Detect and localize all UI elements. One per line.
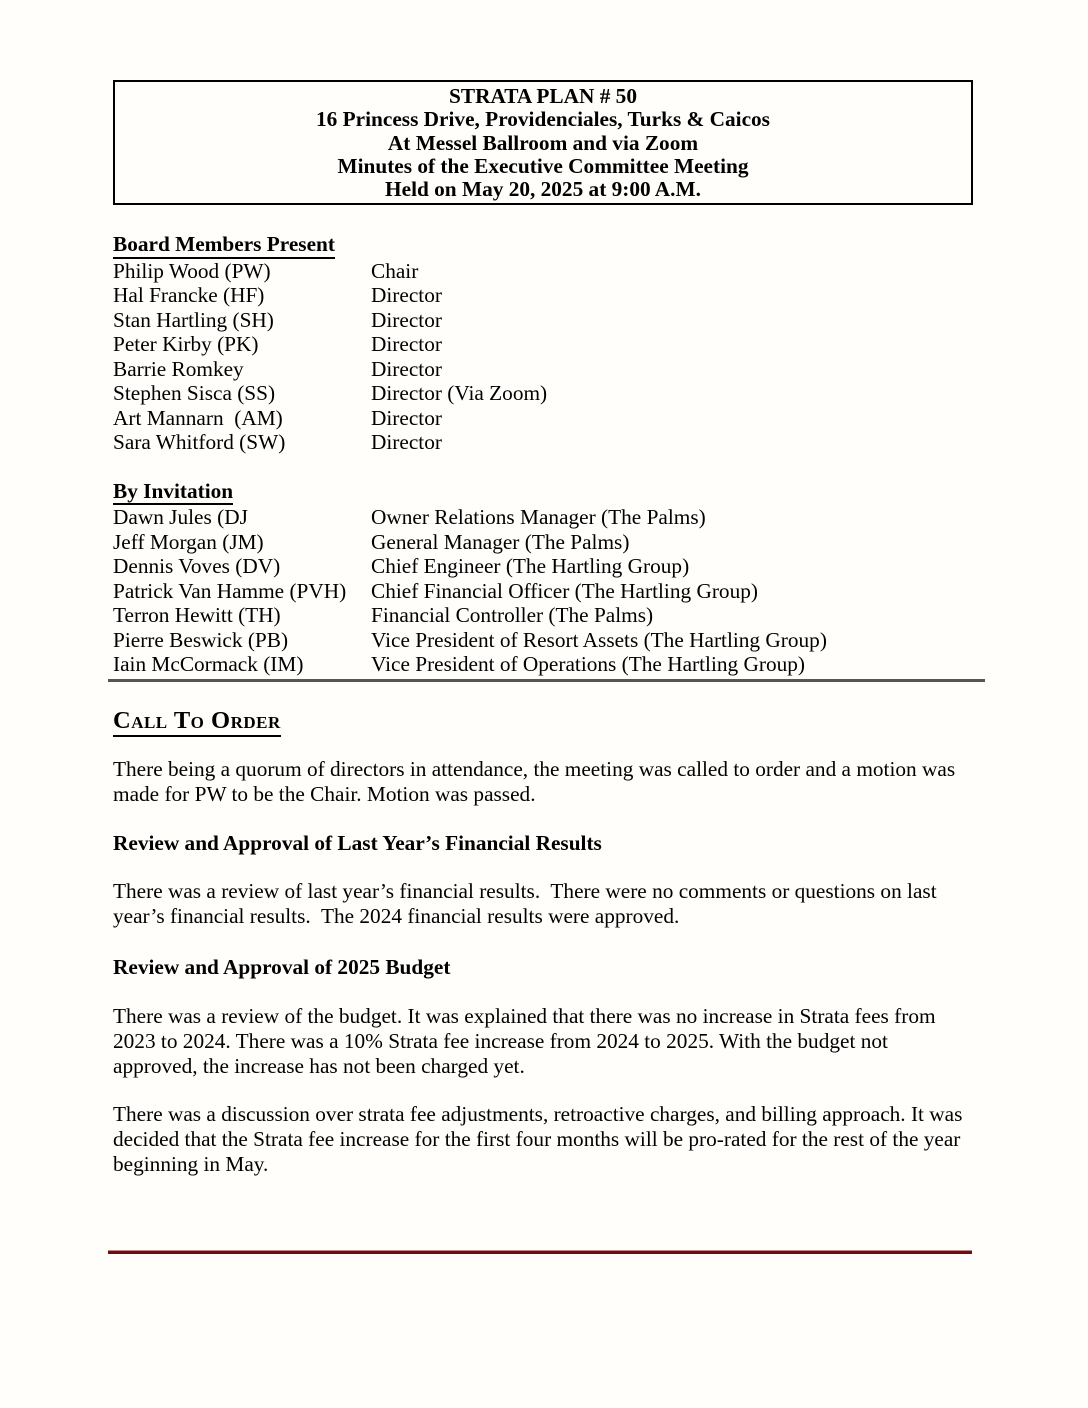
section-heading-financial-results: Review and Approval of Last Year’s Financial Results	[113, 830, 602, 855]
member-role: Director	[371, 405, 442, 430]
invitee-role: Chief Financial Officer (The Hartling Group)	[371, 578, 758, 603]
section-divider-line	[108, 679, 985, 682]
page-content	[113, 80, 973, 1177]
invitee-name: Iain McCormack (IM)	[113, 652, 304, 677]
member-name: Philip Wood (PW)	[113, 258, 271, 283]
invitee-row	[113, 652, 973, 677]
member-name: Barrie Romkey	[113, 356, 244, 381]
member-role: Chair	[371, 258, 419, 283]
by-invitation-heading	[113, 479, 973, 506]
member-role: Director	[371, 430, 442, 455]
section-paragraph: There was a review of last year’s financial results. There were no comments or questions on last year’s financial results. The 2024 financial results were approved.	[113, 878, 942, 928]
invitee-name: Terron Hewitt (TH)	[113, 603, 281, 628]
board-member-row	[113, 259, 973, 284]
board-members-list	[113, 259, 973, 455]
section-heading-2025-budget: Review and Approval of 2025 Budget	[113, 954, 451, 979]
opening-paragraph: There being a quorum of directors in attendance, the meeting was called to order and a motion was made for PW to be the Chair. Motion was passed.	[113, 756, 961, 806]
board-members-heading-text: Board Members Present	[113, 232, 335, 259]
invitee-role: General Manager (The Palms)	[371, 529, 630, 554]
invitee-row	[113, 530, 973, 555]
header-line-plan-title: STRATA PLAN # 50	[449, 84, 637, 108]
call-to-order-heading-text: Call To Order	[113, 708, 281, 737]
board-member-row	[113, 332, 973, 357]
board-member-row	[113, 381, 973, 406]
board-member-row	[113, 357, 973, 382]
member-name: Peter Kirby (PK)	[113, 332, 259, 357]
invitee-name: Dennis Voves (DV)	[113, 554, 281, 579]
invitee-row	[113, 554, 973, 579]
footer-rule	[108, 1250, 972, 1254]
board-members-heading	[113, 232, 973, 259]
member-name: Sara Whitford (SW)	[113, 430, 286, 455]
member-role: Director	[371, 332, 442, 357]
member-role: Director	[371, 283, 442, 308]
document-header-box	[113, 80, 973, 205]
header-line-location: At Messel Ballroom and via Zoom	[387, 130, 699, 155]
invitee-name: Patrick Van Hamme (PVH)	[113, 578, 347, 603]
invitee-name: Pierre Beswick (PB)	[113, 627, 289, 652]
board-member-row	[113, 430, 973, 455]
invitee-name: Dawn Jules (DJ	[113, 505, 248, 530]
member-name: Art Mannarn (AM)	[113, 405, 283, 430]
by-invitation-heading-text: By Invitation	[113, 479, 233, 506]
member-role: Director	[371, 356, 442, 381]
invitee-row	[113, 579, 973, 604]
call-to-order-heading	[113, 708, 973, 737]
invitee-role: Vice President of Operations (The Hartling Group)	[371, 652, 805, 677]
section-paragraph: There was a discussion over strata fee adjustments, retroactive charges, and billing approach. It was decided that the Strata fee increase for the first four months will be pro-rated for the rest of the year beginning in May.	[113, 1101, 968, 1176]
invitee-name: Jeff Morgan (JM)	[113, 529, 264, 554]
member-name: Stephen Sisca (SS)	[113, 381, 276, 406]
invitee-role: Financial Controller (The Palms)	[371, 603, 654, 628]
header-line-date-time: Held on May 20, 2025 at 9:00 A.M.	[385, 177, 701, 202]
header-line-address: 16 Princess Drive, Providenciales, Turks & Caicos	[316, 107, 770, 132]
section-paragraph: There was a review of the budget. It was explained that there was no increase in Strata fees from 2023 to 2024. There was a 10% Strata fee increase from 2024 to 2025. With the budget not approved, the increase has not been charged yet.	[113, 1003, 941, 1078]
invitee-role: Vice President of Resort Assets (The Hartling Group)	[371, 627, 827, 652]
board-member-row	[113, 406, 973, 431]
member-role: Director (Via Zoom)	[371, 381, 548, 406]
by-invitation-list	[113, 505, 973, 677]
member-name: Hal Francke (HF)	[113, 283, 265, 308]
invitee-role: Owner Relations Manager (The Palms)	[371, 505, 706, 530]
header-line-meeting-type: Minutes of the Executive Committee Meeting	[337, 153, 749, 178]
invitee-row	[113, 603, 973, 628]
board-member-row	[113, 283, 973, 308]
board-member-row	[113, 308, 973, 333]
invitee-role: Chief Engineer (The Hartling Group)	[371, 554, 690, 579]
invitee-row	[113, 505, 973, 530]
member-name: Stan Hartling (SH)	[113, 307, 274, 332]
invitee-row	[113, 628, 973, 653]
member-role: Director	[371, 307, 442, 332]
